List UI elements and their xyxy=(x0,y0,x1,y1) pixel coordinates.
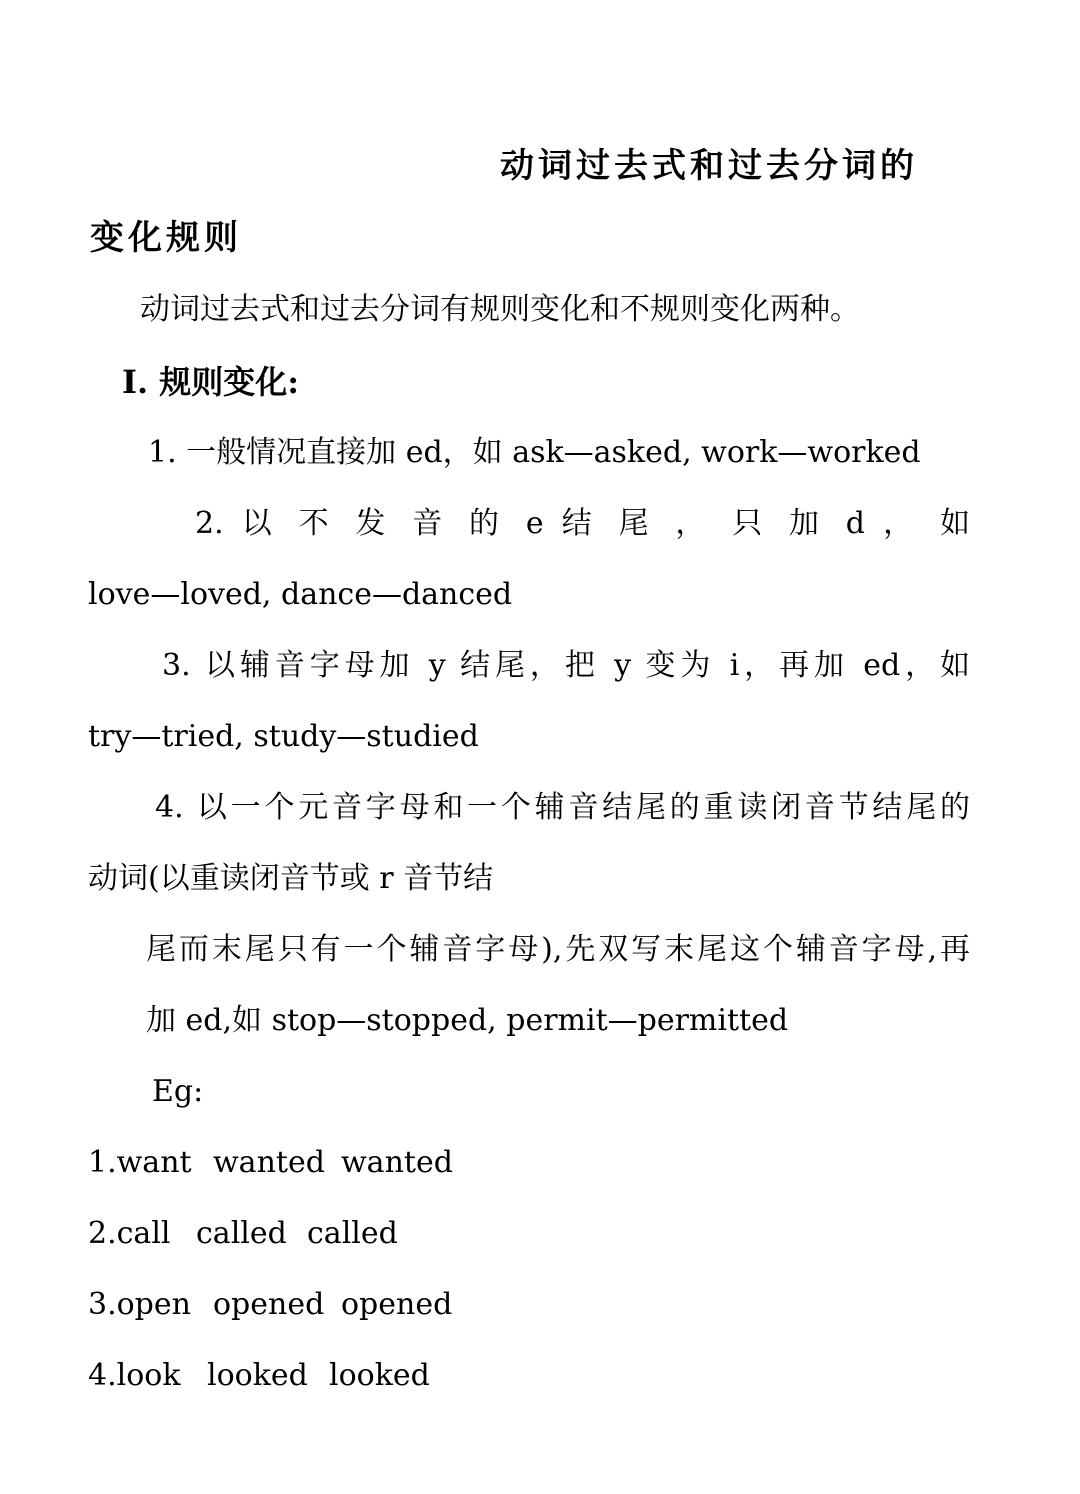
example-past-participle: wanted xyxy=(341,1145,453,1180)
example-past-participle: called xyxy=(307,1216,398,1251)
eg-label: Eg: xyxy=(152,1074,204,1109)
rule-3-line-2: try—tried, study—studied xyxy=(88,719,479,754)
rule-2-line-1: 2. 以 不 发 音 的 e 结 尾 ， 只 加 d ， 如 xyxy=(195,506,970,541)
example-base: 2.call xyxy=(88,1216,171,1251)
example-past-participle: opened xyxy=(341,1287,453,1322)
title-line-1: 动词过去式和过去分词的 xyxy=(500,146,918,186)
rule-4-line-2: 动词(以重读闭音节或 r 音节结 xyxy=(88,861,494,896)
example-past: wanted xyxy=(213,1145,325,1180)
example-row xyxy=(88,1214,447,1254)
intro-paragraph: 动词过去式和过去分词有规则变化和不规则变化两种。 xyxy=(140,292,860,327)
example-past: looked xyxy=(207,1358,308,1393)
section-heading-regular: Ⅰ. 规则变化: xyxy=(122,363,300,401)
example-past-participle: looked xyxy=(329,1358,430,1393)
rule-4-line-1: 4. 以一个元音字母和一个辅音结尾的重读闭音节结尾的 xyxy=(155,790,970,825)
example-base: 1.want xyxy=(88,1145,192,1180)
example-past: opened xyxy=(213,1287,325,1322)
example-row xyxy=(88,1356,469,1396)
rule-3-line-1: 3. 以辅音字母加 y 结尾，把 y 变为 i，再加 ed，如 xyxy=(162,648,970,683)
example-row xyxy=(88,1285,481,1325)
example-base: 3.open xyxy=(88,1287,191,1322)
rule-4-line-3: 尾而末尾只有一个辅音字母),先双写末尾这个辅音字母,再 xyxy=(146,932,970,967)
example-past: called xyxy=(196,1216,287,1251)
rule-1: 1. 一般情况直接加 ed，如 ask—asked, work—worked xyxy=(148,435,921,470)
example-row xyxy=(88,1143,481,1183)
title-line-2: 变化规则 xyxy=(90,218,242,258)
example-base: 4.look xyxy=(88,1358,181,1393)
rule-2-line-2: love—loved, dance—danced xyxy=(88,577,513,612)
rule-4-line-4: 加 ed,如 stop—stopped, permit—permitted xyxy=(146,1003,789,1038)
